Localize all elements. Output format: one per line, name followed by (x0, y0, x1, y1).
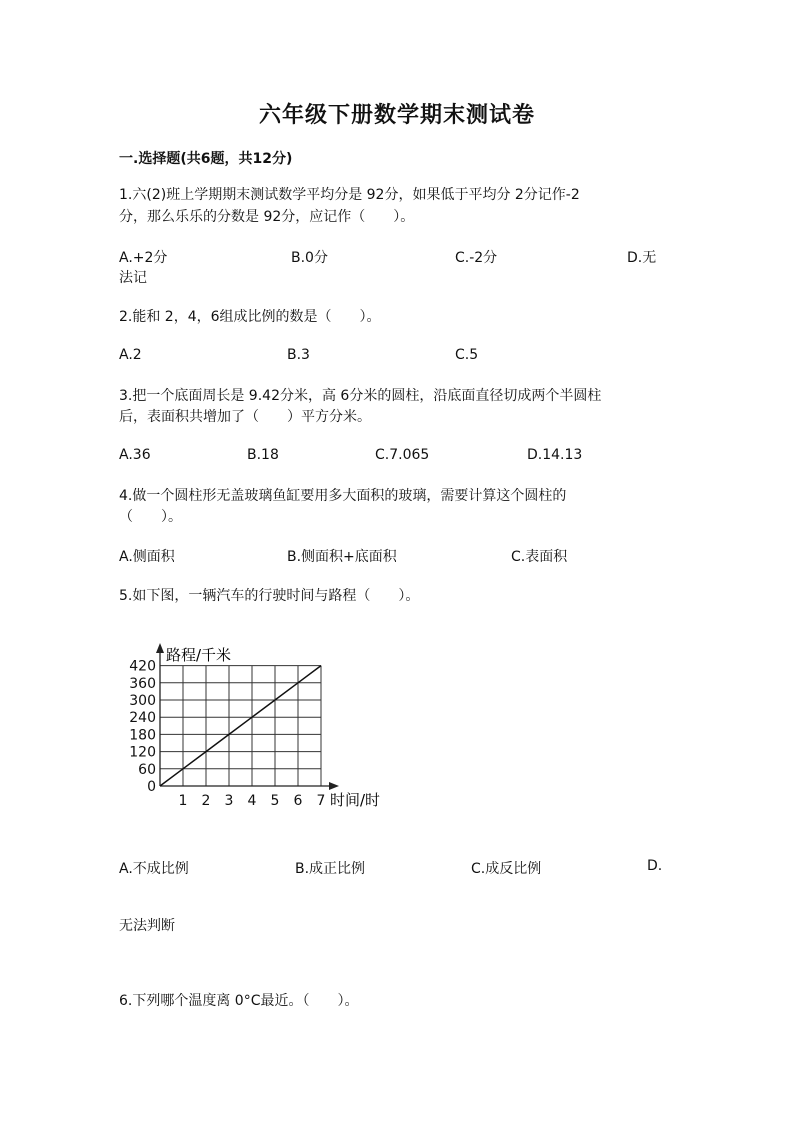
question-4-line-1: 4.做一个圆柱形无盖玻璃鱼缸要用多大面积的玻璃，需要计算这个圆柱的 (119, 488, 567, 504)
x-tick-label: 4 (247, 793, 257, 809)
question-1-line-2: 分，那么乐乐的分数是 92分，应记作（ ）。 (119, 209, 415, 225)
page-title: 六年级下册数学期末测试卷 (258, 102, 535, 128)
question-3-option-b[interactable]: B.18 (247, 447, 279, 463)
chart-x-axis-label: 时间/时 (330, 791, 381, 809)
question-4-option-b[interactable]: B.侧面积+底面积 (287, 549, 397, 565)
question-5-option-d-continued: 无法判断 (119, 918, 175, 934)
y-tick-label: 360 (129, 675, 156, 692)
question-3-option-d[interactable]: D.14.13 (527, 447, 583, 463)
x-axis-arrow (329, 782, 339, 790)
x-tick-label: 1 (178, 793, 188, 809)
distance-time-chart (118, 636, 408, 816)
question-1-option-a[interactable]: A.+2分 (119, 250, 168, 266)
question-4-option-a[interactable]: A.侧面积 (119, 549, 175, 565)
y-tick-label: 120 (129, 744, 156, 761)
question-3-option-a[interactable]: A.36 (119, 447, 151, 463)
question-5-option-b[interactable]: B.成正比例 (295, 861, 366, 877)
series-line (160, 666, 321, 786)
y-tick-label: 240 (129, 710, 156, 727)
section-heading: 一.选择题(共6题，共12分) (119, 151, 293, 167)
x-tick-label: 6 (293, 793, 303, 809)
question-3-line-2: 后，表面积共增加了（ ）平方分米。 (119, 409, 371, 425)
question-3-line-1: 3.把一个底面周长是 9.42分米，高 6分米的圆柱，沿底面直径切成两个半圆柱 (119, 388, 602, 404)
y-tick-label: 300 (129, 693, 156, 709)
chart-y-axis-label: 路程/千米 (166, 646, 232, 664)
question-2-option-b[interactable]: B.3 (287, 347, 310, 363)
x-tick-label: 2 (201, 793, 211, 809)
question-5-option-d[interactable]: D. (647, 858, 663, 874)
y-tick-label: 180 (129, 727, 156, 744)
question-2-option-a[interactable]: A.2 (119, 347, 142, 363)
x-tick-label: 5 (270, 793, 280, 809)
y-axis-arrow (156, 643, 164, 653)
question-1-line-1: 1.六(2)班上学期期末测试数学平均分是 92分，如果低于平均分 2分记作-2 (119, 187, 580, 203)
x-tick-label: 3 (224, 793, 234, 809)
question-5-option-a[interactable]: A.不成比例 (119, 861, 189, 877)
question-6-line-1: 6.下列哪个温度离 0°C最近。（ ）。 (119, 993, 359, 1009)
question-4-line-2: （ ）。 (119, 509, 182, 525)
question-2-line-1: 2.能和 2，4，6组成比例的数是（ ）。 (119, 309, 381, 325)
question-5-option-c[interactable]: C.成反比例 (471, 861, 542, 877)
question-4-option-c[interactable]: C.表面积 (511, 549, 568, 565)
question-3-option-c[interactable]: C.7.065 (375, 447, 430, 463)
question-2-option-c[interactable]: C.5 (455, 347, 479, 363)
y-tick-label: 0 (147, 779, 156, 795)
question-1-option-b[interactable]: B.0分 (291, 250, 328, 266)
chart-series (160, 666, 321, 786)
x-tick-label: 7 (316, 793, 326, 809)
question-1-option-d[interactable]: D.无 (627, 250, 657, 266)
question-5-line-1: 5.如下图，一辆汽车的行驶时间与路程（ ）。 (119, 588, 420, 604)
question-1-option-d-continued: 法记 (119, 270, 147, 286)
y-tick-label: 420 (129, 658, 156, 675)
y-tick-label: 60 (138, 761, 156, 778)
question-1-option-c[interactable]: C.-2分 (455, 250, 498, 266)
